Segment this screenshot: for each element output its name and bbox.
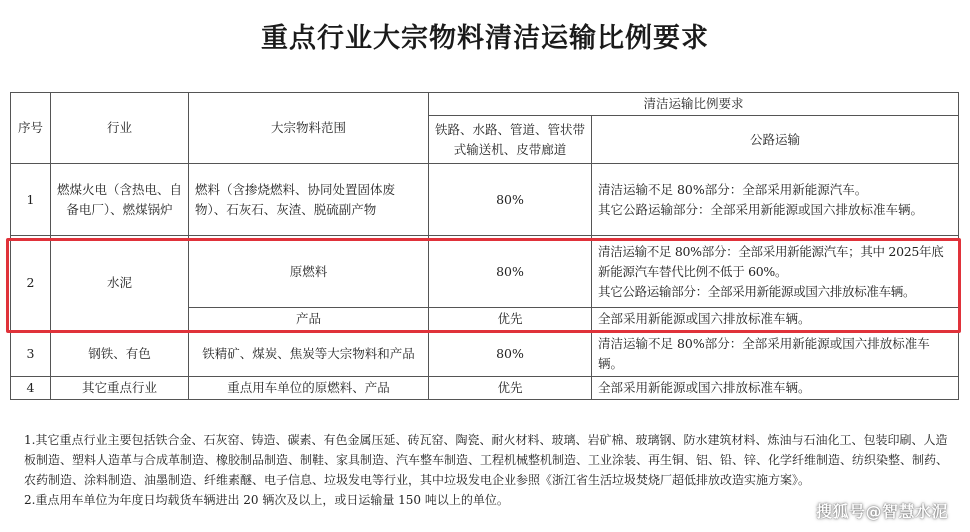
table-row — [11, 236, 959, 308]
row-road-requirement — [592, 236, 959, 308]
row-road-requirement — [592, 331, 959, 377]
row-ratio: 80% — [429, 236, 592, 308]
row-ratio: 80% — [429, 164, 592, 236]
road-line: 清洁运输不足 80%部分：全部采用新能源汽车。 — [598, 181, 868, 197]
road-line: 其它公路运输部分：全部采用新能源或国六排放标准车辆。 — [598, 201, 924, 217]
row-seq: 1 — [11, 164, 51, 236]
row-material: 原燃料 — [189, 236, 429, 308]
header-industry: 行业 — [51, 93, 189, 164]
row-material: 重点用车单位的原燃料、产品 — [189, 377, 429, 400]
table-row — [11, 331, 959, 377]
road-line: 清洁运输不足 80%部分：全部采用新能源汽车；其中 2025年底新能源汽车替代比例不低于 60%。 — [598, 243, 944, 279]
row-ratio: 80% — [429, 331, 592, 377]
row-material: 产品 — [189, 308, 429, 331]
header-clean-ratio: 清洁运输比例要求 — [429, 93, 959, 116]
table-header-row — [11, 93, 959, 116]
row-industry: 其它重点行业 — [51, 377, 189, 400]
footnotes — [24, 430, 954, 510]
requirements-table — [10, 92, 959, 400]
row-industry: 钢铁、有色 — [51, 331, 189, 377]
watermark: 搜狐号@智慧水泥 — [815, 502, 948, 521]
header-road: 公路运输 — [592, 116, 959, 164]
page-title: 重点行业大宗物料清洁运输比例要求 — [261, 23, 709, 54]
table-row — [11, 377, 959, 400]
row-industry: 燃煤火电（含热电、自备电厂）、燃煤锅炉 — [51, 164, 189, 236]
table-row — [11, 164, 959, 236]
road-line: 其它公路运输部分：全部采用新能源或国六排放标准车辆。 — [598, 283, 916, 299]
footnote: 2.重点用车单位为年度日均载货车辆进出 20 辆次及以上，或日运输量 150 吨以上的单位。 — [24, 493, 509, 507]
header-rail-water: 铁路、水路、管道、管状带式输送机、皮带廊道 — [429, 116, 592, 164]
header-seq: 序号 — [11, 93, 51, 164]
row-seq: 3 — [11, 331, 51, 377]
footnote: 1.其它重点行业主要包括铁合金、石灰窑、铸造、碳素、有色金属压延、砖瓦窑、陶瓷、耐火材料、玻璃、岩矿棉、玻璃钢、防水建筑材料、炼油与石油化工、包装印刷、人造板制造、塑料人造革与合成革制造、橡胶制品制造、制鞋、家具制造、汽车整车制造、工程机械整机制造、工业涂装、再生铜、铝、铅、锌、化学纤维制造、纺织染整、制药、农药制造、涂料制造、油墨制造、纤维素醚、电子信息、垃圾发电等行业，其中垃圾发电企业参照《浙江省生活垃圾焚烧厂超低排放改造实施方案》。 — [24, 433, 949, 487]
row-road-requirement — [592, 377, 959, 400]
road-line: 全部采用新能源或国六排放标准车辆。 — [598, 311, 811, 326]
row-material: 燃料（含掺烧燃料、协同处置固体废物）、石灰石、灰渣、脱硫副产物 — [189, 164, 429, 236]
row-ratio: 优先 — [429, 308, 592, 331]
row-road-requirement — [592, 308, 959, 331]
header-material-scope: 大宗物料范围 — [189, 93, 429, 164]
row-seq: 4 — [11, 377, 51, 400]
row-road-requirement — [592, 164, 959, 236]
road-line: 清洁运输不足 80%部分：全部采用新能源或国六排放标准车辆。 — [598, 335, 930, 371]
road-line: 全部采用新能源或国六排放标准车辆。 — [598, 380, 811, 395]
row-material: 铁精矿、煤炭、焦炭等大宗物料和产品 — [189, 331, 429, 377]
row-industry: 水泥 — [51, 236, 189, 331]
row-seq: 2 — [11, 236, 51, 331]
row-ratio: 优先 — [429, 377, 592, 400]
